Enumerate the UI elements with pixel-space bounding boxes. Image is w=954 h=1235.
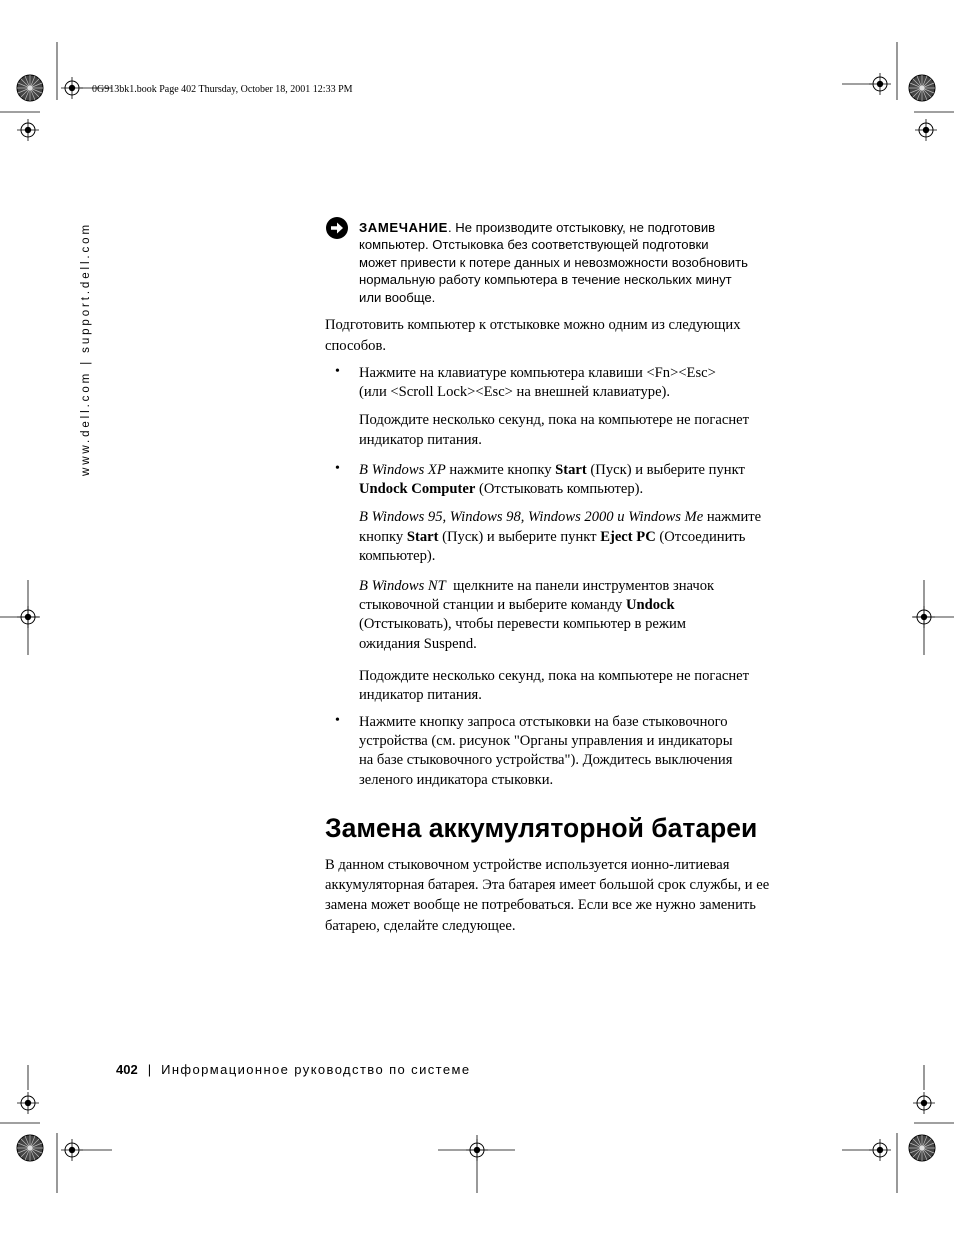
list-item-undock-button <box>335 713 799 790</box>
os-name: В Windows 95, Windows 98, Windows 2000 и Windows Me <box>359 509 704 526</box>
undock-computer-command: Undock Computer <box>359 481 476 498</box>
intro-line: способов. <box>325 338 386 354</box>
notice-line: нормальную работу компьютера в течение нескольких минут <box>359 272 732 288</box>
notice-line: может привести к потере данных и невозможности возобновить <box>359 254 748 270</box>
item-line: Нажмите на клавиатуре компьютера клавиши <Fn><Esc> <box>359 365 716 381</box>
intro-paragraph <box>325 315 795 357</box>
registration-mark <box>17 1092 39 1114</box>
registration-mark <box>913 1092 935 1114</box>
list-item-windows: • В Windows XP нажмите кнопку Start (Пуск) и выберите пункт Undock Computer (Отстыковать компьютер). В Windows 95, Windows 98, Windows 2000 и Windows Me нажмите кнопку Start (Пуск) и выберите пункт Eject PC (Отсоединить компьютер). В Windows NT щелкните на панели инструментов значок стыковочной станции и выберите команду Undock (Отстыковать), чтобы перевести компьютер в режим ожидания Suspend. Подождите несколько секунд, пока на компьютере не погаснет индикатор питания. <box>335 461 762 704</box>
intro-line: Подготовить компьютер к отстыковке можно одним из следующих <box>325 317 741 333</box>
item-line: устройства (см. рисунок "Органы управления и индикаторы <box>359 733 733 750</box>
list-item-keyboard <box>335 364 799 450</box>
undock-command: Undock <box>625 597 675 614</box>
battery-line: В данном стыковочном устройстве используется ионно-литиевая <box>325 857 730 873</box>
item-line: Нажмите кнопку запроса отстыковки на базе стыковочного <box>359 714 728 730</box>
wait-line: индикатор питания. <box>359 687 482 704</box>
registration-mark <box>17 119 39 141</box>
registration-mark <box>869 1139 891 1161</box>
section-heading: Замена аккумуляторной батареи <box>325 813 758 843</box>
bullet: • <box>335 461 340 476</box>
bullet: • <box>335 713 340 728</box>
wait-line: индикатор питания. <box>359 431 482 448</box>
color-wheel-mark <box>909 1135 935 1161</box>
notice-arrow-icon <box>325 216 349 240</box>
registration-mark <box>61 77 83 99</box>
item-line: зеленого индикатора стыковки. <box>359 771 554 788</box>
os-name: В Windows XP <box>359 462 446 478</box>
side-url: www.dell.com | support.dell.com <box>80 222 92 476</box>
item-line: на базе стыковочного устройства"). Дождитесь выключения <box>359 752 733 769</box>
battery-line: аккумуляторная батарея. Эта батарея имеет большой срок службы, и ее <box>325 877 770 894</box>
wait-line: Подождите несколько секунд, пока на компьютере не погаснет <box>359 412 749 429</box>
notice-line: компьютер. Отстыковка без соответствующей подготовки <box>359 237 709 253</box>
color-wheel-mark <box>17 1135 43 1161</box>
bullet: • <box>335 364 340 379</box>
notice-text <box>359 219 795 306</box>
start-command: Start <box>406 528 439 545</box>
battery-line: замена может вообще не потребоваться. Если все же нужно заменить <box>325 897 756 914</box>
color-wheel-mark <box>17 75 43 101</box>
wait-line: Подождите несколько секунд, пока на компьютере не погаснет <box>359 667 749 684</box>
footer-separator: | <box>147 1062 152 1077</box>
notice-label: ЗАМЕЧАНИЕ <box>359 220 448 235</box>
item-line: (или <Scroll Lock><Esc> на внешней клавиатуре). <box>359 384 671 401</box>
notice-line: или вообще. <box>359 289 436 305</box>
start-command: Start <box>555 462 587 478</box>
battery-line: батарею, сделайте следующее. <box>325 917 516 934</box>
color-wheel-mark <box>909 75 935 101</box>
page-number: 402 <box>116 1062 138 1077</box>
registration-mark <box>869 73 891 95</box>
registration-mark <box>915 119 937 141</box>
page-footer <box>116 1062 470 1077</box>
print-header-line: 0G913bk1.book Page 402 Thursday, October 18, 2001 12:33 PM <box>92 84 353 95</box>
battery-paragraph <box>325 855 805 936</box>
notice-line: . Не производите отстыковку, не подготовив <box>447 220 716 235</box>
os-name: В Windows NT <box>359 578 446 595</box>
eject-pc-command: Eject PC <box>600 528 656 545</box>
footer-title: Информационное руководство по системе <box>161 1062 471 1077</box>
registration-mark <box>61 1139 83 1161</box>
